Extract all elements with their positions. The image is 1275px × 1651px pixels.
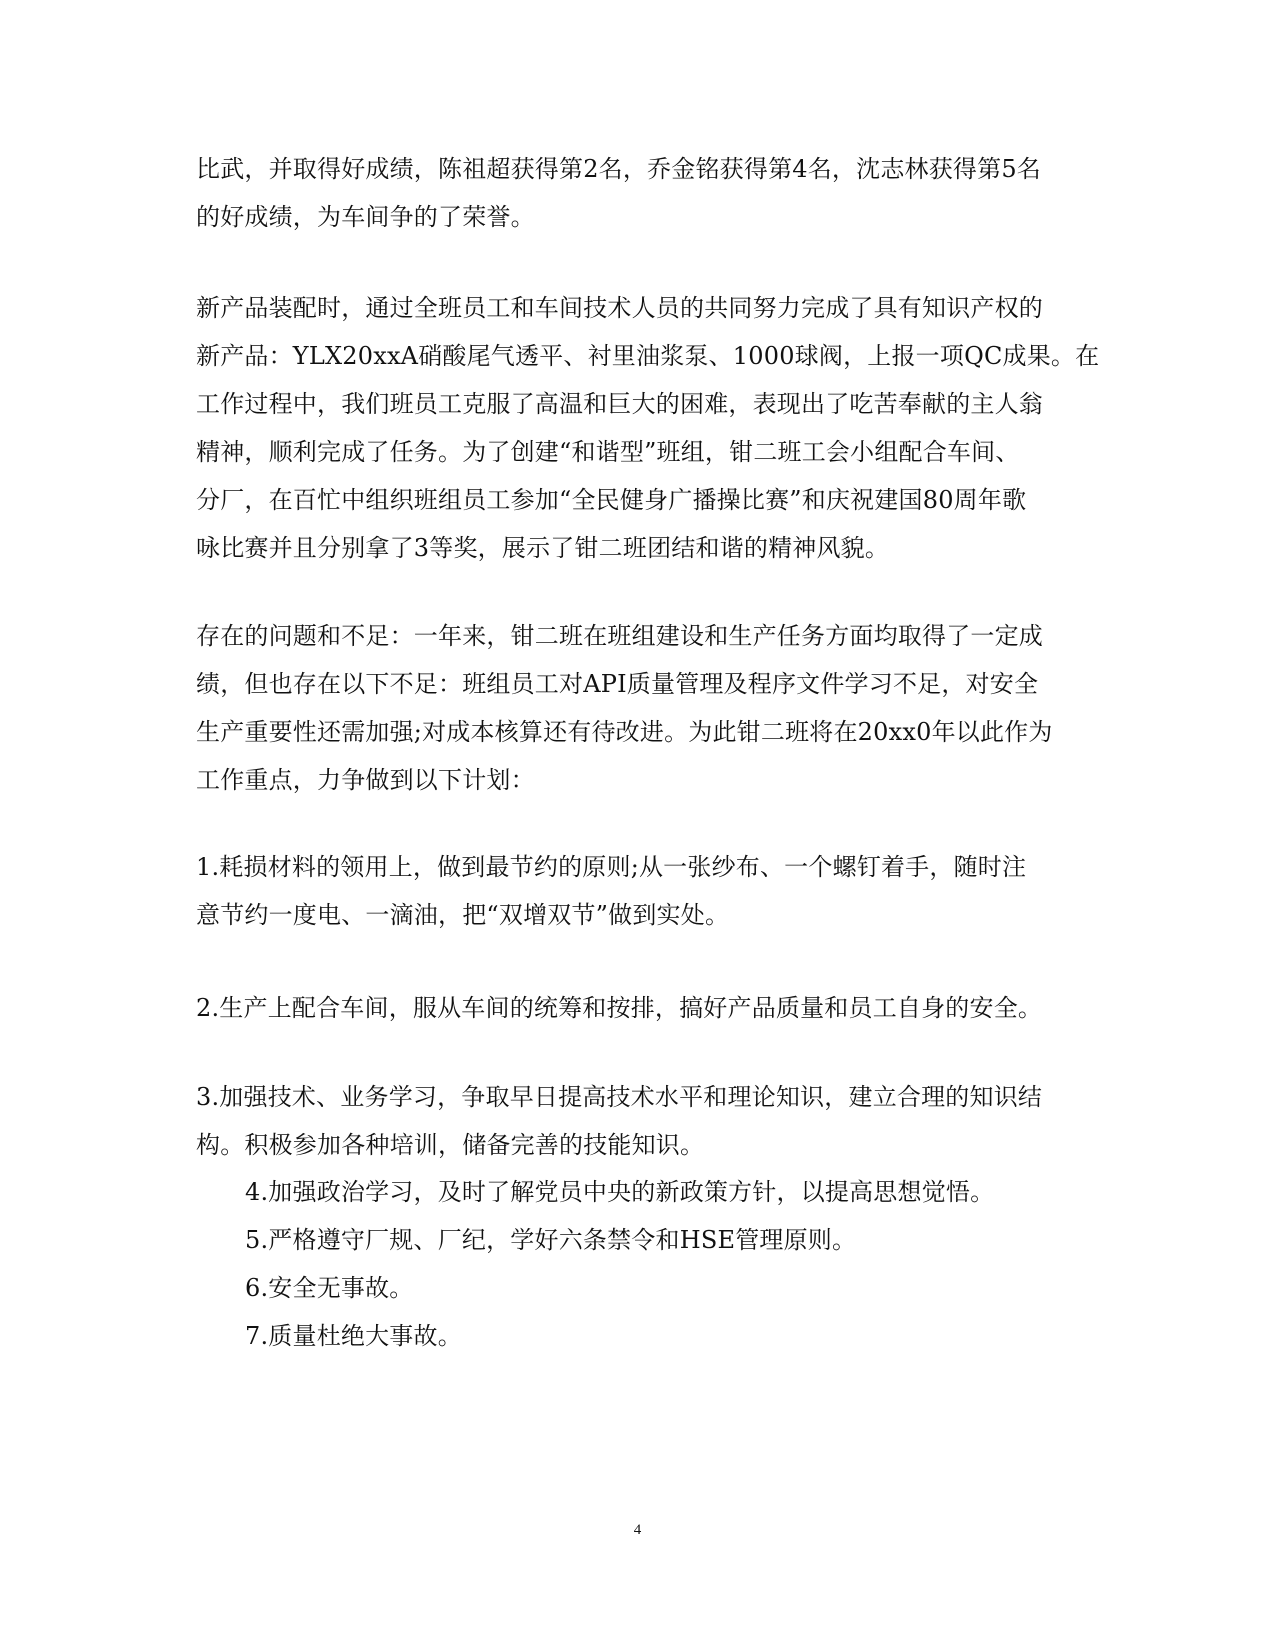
list-item-2	[196, 984, 1076, 1032]
paragraph-competition	[196, 145, 1076, 241]
text-line: 比武，并取得好成绩，陈祖超获得第2名，乔金铭获得第4名，沈志林获得第5名	[196, 155, 1042, 183]
text-line: 分厂，在百忙中组织班组员工参加“全民健身广播操比赛”和庆祝建国80周年歌	[196, 486, 1027, 514]
text-line: 咏比赛并且分别拿了3等奖，展示了钳二班团结和谐的精神风貌。	[196, 534, 890, 562]
list-item-4: 4.加强政治学习，及时了解党员中央的新政策方针，以提高思想觉悟。	[245, 1178, 995, 1206]
list-item-6: 6.安全无事故。	[245, 1274, 414, 1302]
list-item-5: 5.严格遵守厂规、厂纪，学好六条禁令和HSE管理原则。	[245, 1226, 857, 1254]
text-line: 工作过程中，我们班员工克服了高温和巨大的困难，表现出了吃苦奉献的主人翁	[196, 390, 1043, 418]
text-line: 的好成绩，为车间争的了荣誉。	[196, 203, 535, 231]
text-line: 生产重要性还需加强;对成本核算还有待改进。为此钳二班将在20xx0年以此作为	[196, 718, 1053, 746]
text-line: 3.加强技术、业务学习，争取早日提高技术水平和理论知识，建立合理的知识结	[196, 1083, 1043, 1111]
indented-list	[245, 1168, 1125, 1360]
text-line: 工作重点，力争做到以下计划：	[196, 766, 535, 794]
text-line: 2.生产上配合车间，服从车间的统筹和按排，搞好产品质量和员工自身的安全。	[196, 994, 1043, 1022]
list-item-3	[196, 1073, 1076, 1169]
list-item-7: 7.质量杜绝大事故。	[245, 1322, 462, 1350]
text-line: 绩，但也存在以下不足：班组员工对API质量管理及程序文件学习不足，对安全	[196, 670, 1039, 698]
paragraph-problems	[196, 612, 1076, 804]
list-item-1	[196, 843, 1076, 939]
paragraph-new-products	[196, 284, 1100, 572]
text-line: 意节约一度电、一滴油，把“双增双节”做到实处。	[196, 901, 730, 929]
text-line: 精神，顺利完成了任务。为了创建“和谐型”班组，钳二班工会小组配合车间、	[196, 438, 1020, 466]
text-line: 存在的问题和不足：一年来，钳二班在班组建设和生产任务方面均取得了一定成	[196, 622, 1043, 650]
text-line: 新产品装配时，通过全班员工和车间技术人员的共同努力完成了具有知识产权的	[196, 294, 1043, 322]
text-line: 新产品：YLX20xxA硝酸尾气透平、衬里油浆泵、1000球阀，上报一项QC成果。在	[196, 342, 1100, 370]
text-line: 构。积极参加各种培训，储备完善的技能知识。	[196, 1131, 705, 1159]
text-line: 1.耗损材料的领用上，做到最节约的原则;从一张纱布、一个螺钉着手，随时注	[196, 853, 1027, 881]
page-number: 4	[633, 1522, 642, 1538]
